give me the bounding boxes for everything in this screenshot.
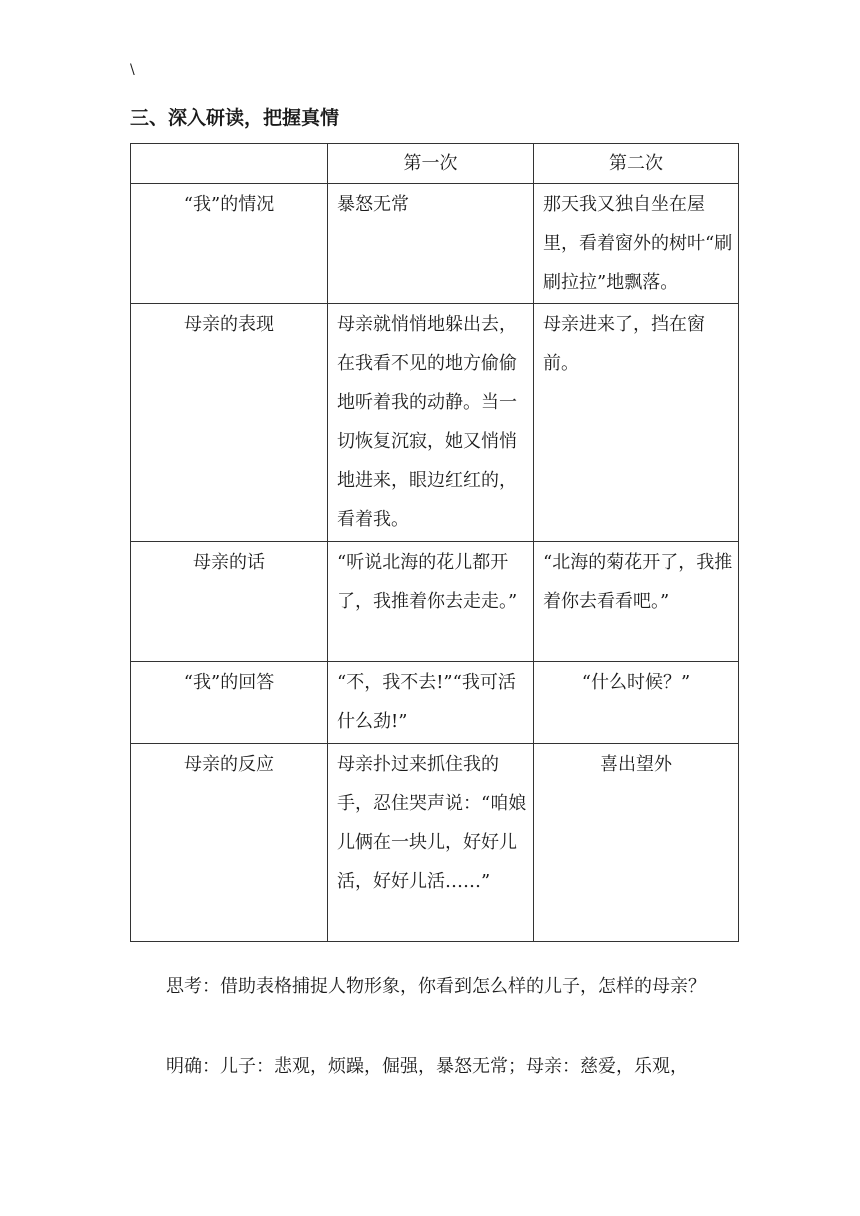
first-time-cell: “听说北海的花儿都开了，我推着你去走走。” [328, 542, 534, 662]
stray-backslash-mark: \ [130, 62, 135, 78]
question-paragraph: 思考：借助表格捕捉人物形象，你看到怎么样的儿子，怎样的母亲？ [166, 976, 706, 997]
second-time-cell: 那天我又独自坐在屋里，看着窗外的树叶“刷刷拉拉”地飘落。 [534, 184, 739, 304]
header-cell-first-time: 第一次 [328, 144, 534, 184]
second-time-cell: “北海的菊花开了，我推着你去看看吧。” [534, 542, 739, 662]
first-time-cell: 暴怒无常 [328, 184, 534, 304]
table-row [131, 184, 739, 304]
table-row [131, 744, 739, 942]
row-label: 母亲的反应 [131, 744, 328, 942]
first-time-cell: “不，我不去!”“我可活什么劲!” [328, 662, 534, 744]
section-heading: 三、深入研读，把握真情 [130, 107, 340, 129]
table-row [131, 304, 739, 542]
row-label: “我”的回答 [131, 662, 328, 744]
row-label: 母亲的话 [131, 542, 328, 662]
second-time-cell: 喜出望外 [534, 744, 739, 942]
table-header-row [131, 144, 739, 184]
header-cell-second-time: 第二次 [534, 144, 739, 184]
comparison-table [130, 143, 739, 942]
second-time-cell: 母亲进来了，挡在窗前。 [534, 304, 739, 542]
row-label: 母亲的表现 [131, 304, 328, 542]
answer-paragraph: 明确：儿子：悲观，烦躁，倔强，暴怒无常；母亲：慈爱，乐观， [166, 1056, 688, 1077]
table-row [131, 662, 739, 744]
second-time-cell: “什么时候？” [534, 662, 739, 744]
first-time-cell: 母亲扑过来抓住我的手，忍住哭声说：“咱娘儿俩在一块儿，好好儿活，好好儿活……” [328, 744, 534, 942]
header-cell-empty [131, 144, 328, 184]
row-label: “我”的情况 [131, 184, 328, 304]
first-time-cell: 母亲就悄悄地躲出去，在我看不见的地方偷偷地听着我的动静。当一切恢复沉寂，她又悄悄地进来，眼边红红的，看着我。 [328, 304, 534, 542]
table-row [131, 542, 739, 662]
